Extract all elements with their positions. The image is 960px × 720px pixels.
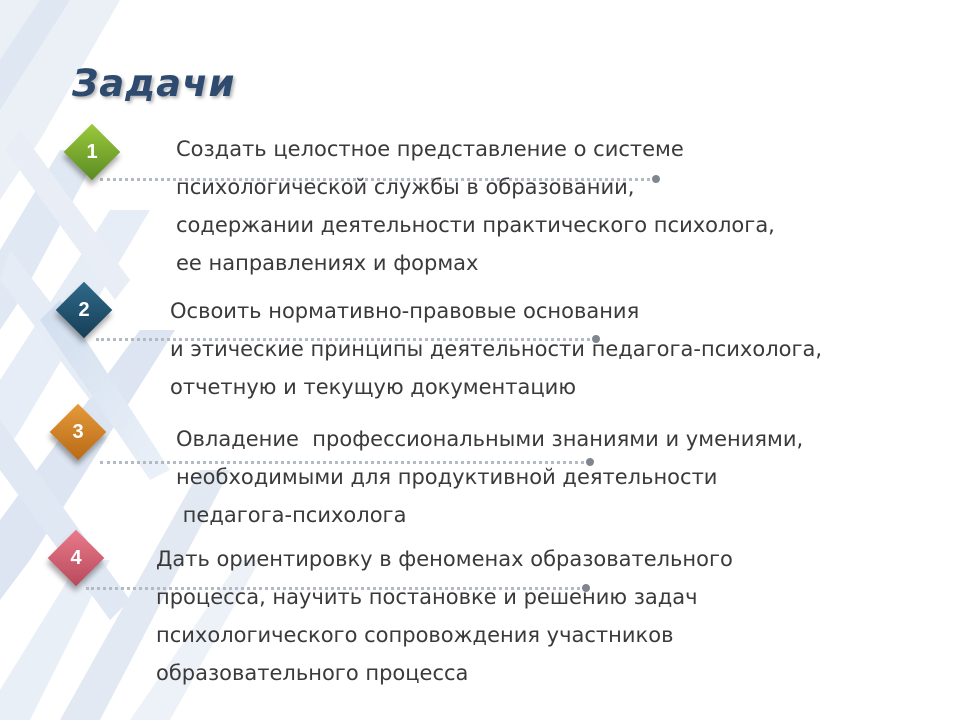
task-text-4: Дать ориентировку в феноменах образовательного процесса, научить постановке и решению задач психологического сопровождения участников образовательного процесса (156, 547, 733, 685)
task-number: 2 (78, 299, 90, 321)
task-text-2: Освоить нормативно-правовые основания и этические принципы деятельности педагога-психолога, отчетную и текущую документацию (170, 299, 823, 399)
task-badge-1 (64, 124, 120, 180)
task-text-3: Овладение профессиональными знаниями и умениями, необходимыми для продуктивной деятельности педагога-психолога (176, 427, 804, 527)
task-number: 1 (86, 141, 98, 163)
task-badge-3 (50, 404, 106, 460)
task-text-1: Создать целостное представление о системе психологической службы в образовании, содержании деятельности практического психолога, ее направлениях и формах (176, 137, 775, 275)
task-number: 4 (70, 547, 82, 569)
page-title: Задачи (72, 62, 236, 105)
task-badge-4 (48, 530, 104, 586)
task-number: 3 (72, 421, 84, 443)
task-badge-2 (56, 282, 112, 338)
